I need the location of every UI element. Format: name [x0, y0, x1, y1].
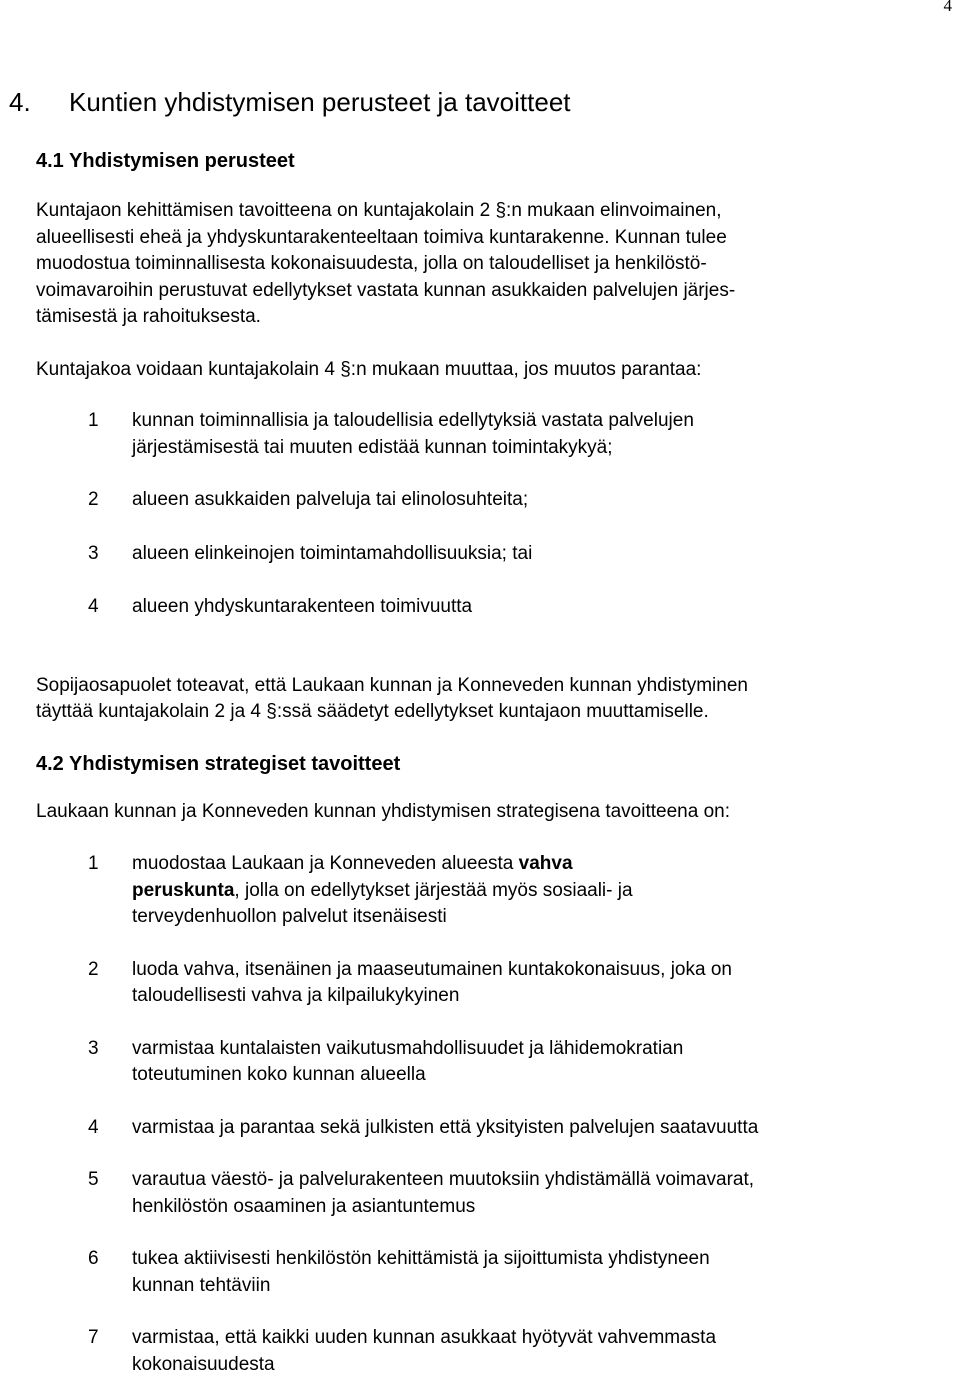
section-number: 4.1	[36, 150, 64, 172]
list-item: 4 varmistaa ja parantaa sekä julkisten että yksityisten palvelujen saatavuutta	[88, 1116, 759, 1138]
document-body	[9, 82, 896, 1378]
goal-list	[36, 851, 896, 1378]
list-item: 1 kunnan toiminnallisia ja taloudellisia edellytyksiä vastata palvelujen järjestämisestä tai muuten edistää kunnan toimintakykyä;	[88, 410, 694, 458]
list-item: 5 varautua väestö- ja palvelurakenteen muutoksiin yhdistämällä voimavarat, henkilöstön osaaminen ja asiantuntemus	[88, 1169, 755, 1217]
section-heading	[36, 750, 896, 778]
list-item: 2 luoda vahva, itsenäinen ja maaseutumainen kuntakokonaisuus, joka on taloudellisesti vahva ja kilpailukykyinen	[88, 958, 732, 1006]
list-item: 3 varmistaa kuntalaisten vaikutusmahdollisuudet ja lähidemokratian toteutuminen koko kunnan alueella	[88, 1037, 684, 1085]
main-heading	[9, 82, 869, 122]
section-title: Yhdistymisen perusteet	[69, 150, 295, 172]
section-heading	[36, 147, 896, 175]
section-number: 4.2	[36, 752, 64, 775]
paragraph: Sopijaosapuolet toteavat, että Laukaan kunnan ja Konneveden kunnan yhdistyminen täyttää kuntajakolain 2 ja 4 §:ssä säädetyt edellytykset kuntajaon muuttamiselle.	[36, 674, 748, 722]
page-number: 4	[943, 0, 952, 15]
list-item: 1 muodostaa Laukaan ja Konneveden alueesta vahva peruskunta, jolla on edellytykset järjestää myös sosiaali- ja terveydenhuollon palvelut itsenäisesti	[88, 853, 633, 927]
paragraph: Laukaan kunnan ja Konneveden kunnan yhdistymisen strategisena tavoitteena on:	[36, 800, 730, 822]
condition-list	[36, 408, 896, 621]
main-heading-number: 4.	[9, 87, 31, 117]
main-heading-title: Kuntien yhdistymisen perusteet ja tavoitteet	[69, 87, 571, 117]
list-item: 6 tukea aktiivisesti henkilöstön kehittämistä ja sijoittumista yhdistyneen kunnan tehtäviin	[88, 1248, 710, 1296]
paragraph: Kuntajakoa voidaan kuntajakolain 4 §:n mukaan muuttaa, jos muutos parantaa:	[36, 358, 702, 380]
section-title: Yhdistymisen strategiset tavoitteet	[69, 752, 401, 775]
list-item: 2 alueen asukkaiden palveluja tai elinolosuhteita;	[88, 489, 529, 510]
list-item: 3 alueen elinkeinojen toimintamahdollisuuksia; tai	[88, 542, 533, 564]
paragraph: Kuntajaon kehittämisen tavoitteena on kuntajakolain 2 §:n mukaan elinvoimainen, alueellisesti eheä ja yhdyskuntarakenteeltaan toimiva kuntarakenne. Kunnan tulee muodostua toiminnallisesta kokonaisuudesta, jolla on taloudelliset ja henkilöstö- voimavaroihin perustuvat edellytykset vastata kunnan asukkaiden palvelujen järjes- tämisestä ja rahoituksesta.	[36, 200, 736, 327]
list-item: 4 alueen yhdyskuntarakenteen toimivuutta	[88, 596, 473, 617]
list-item: 7 varmistaa, että kaikki uuden kunnan asukkaat hyötyvät vahvemmasta kokonaisuudesta	[88, 1327, 717, 1375]
